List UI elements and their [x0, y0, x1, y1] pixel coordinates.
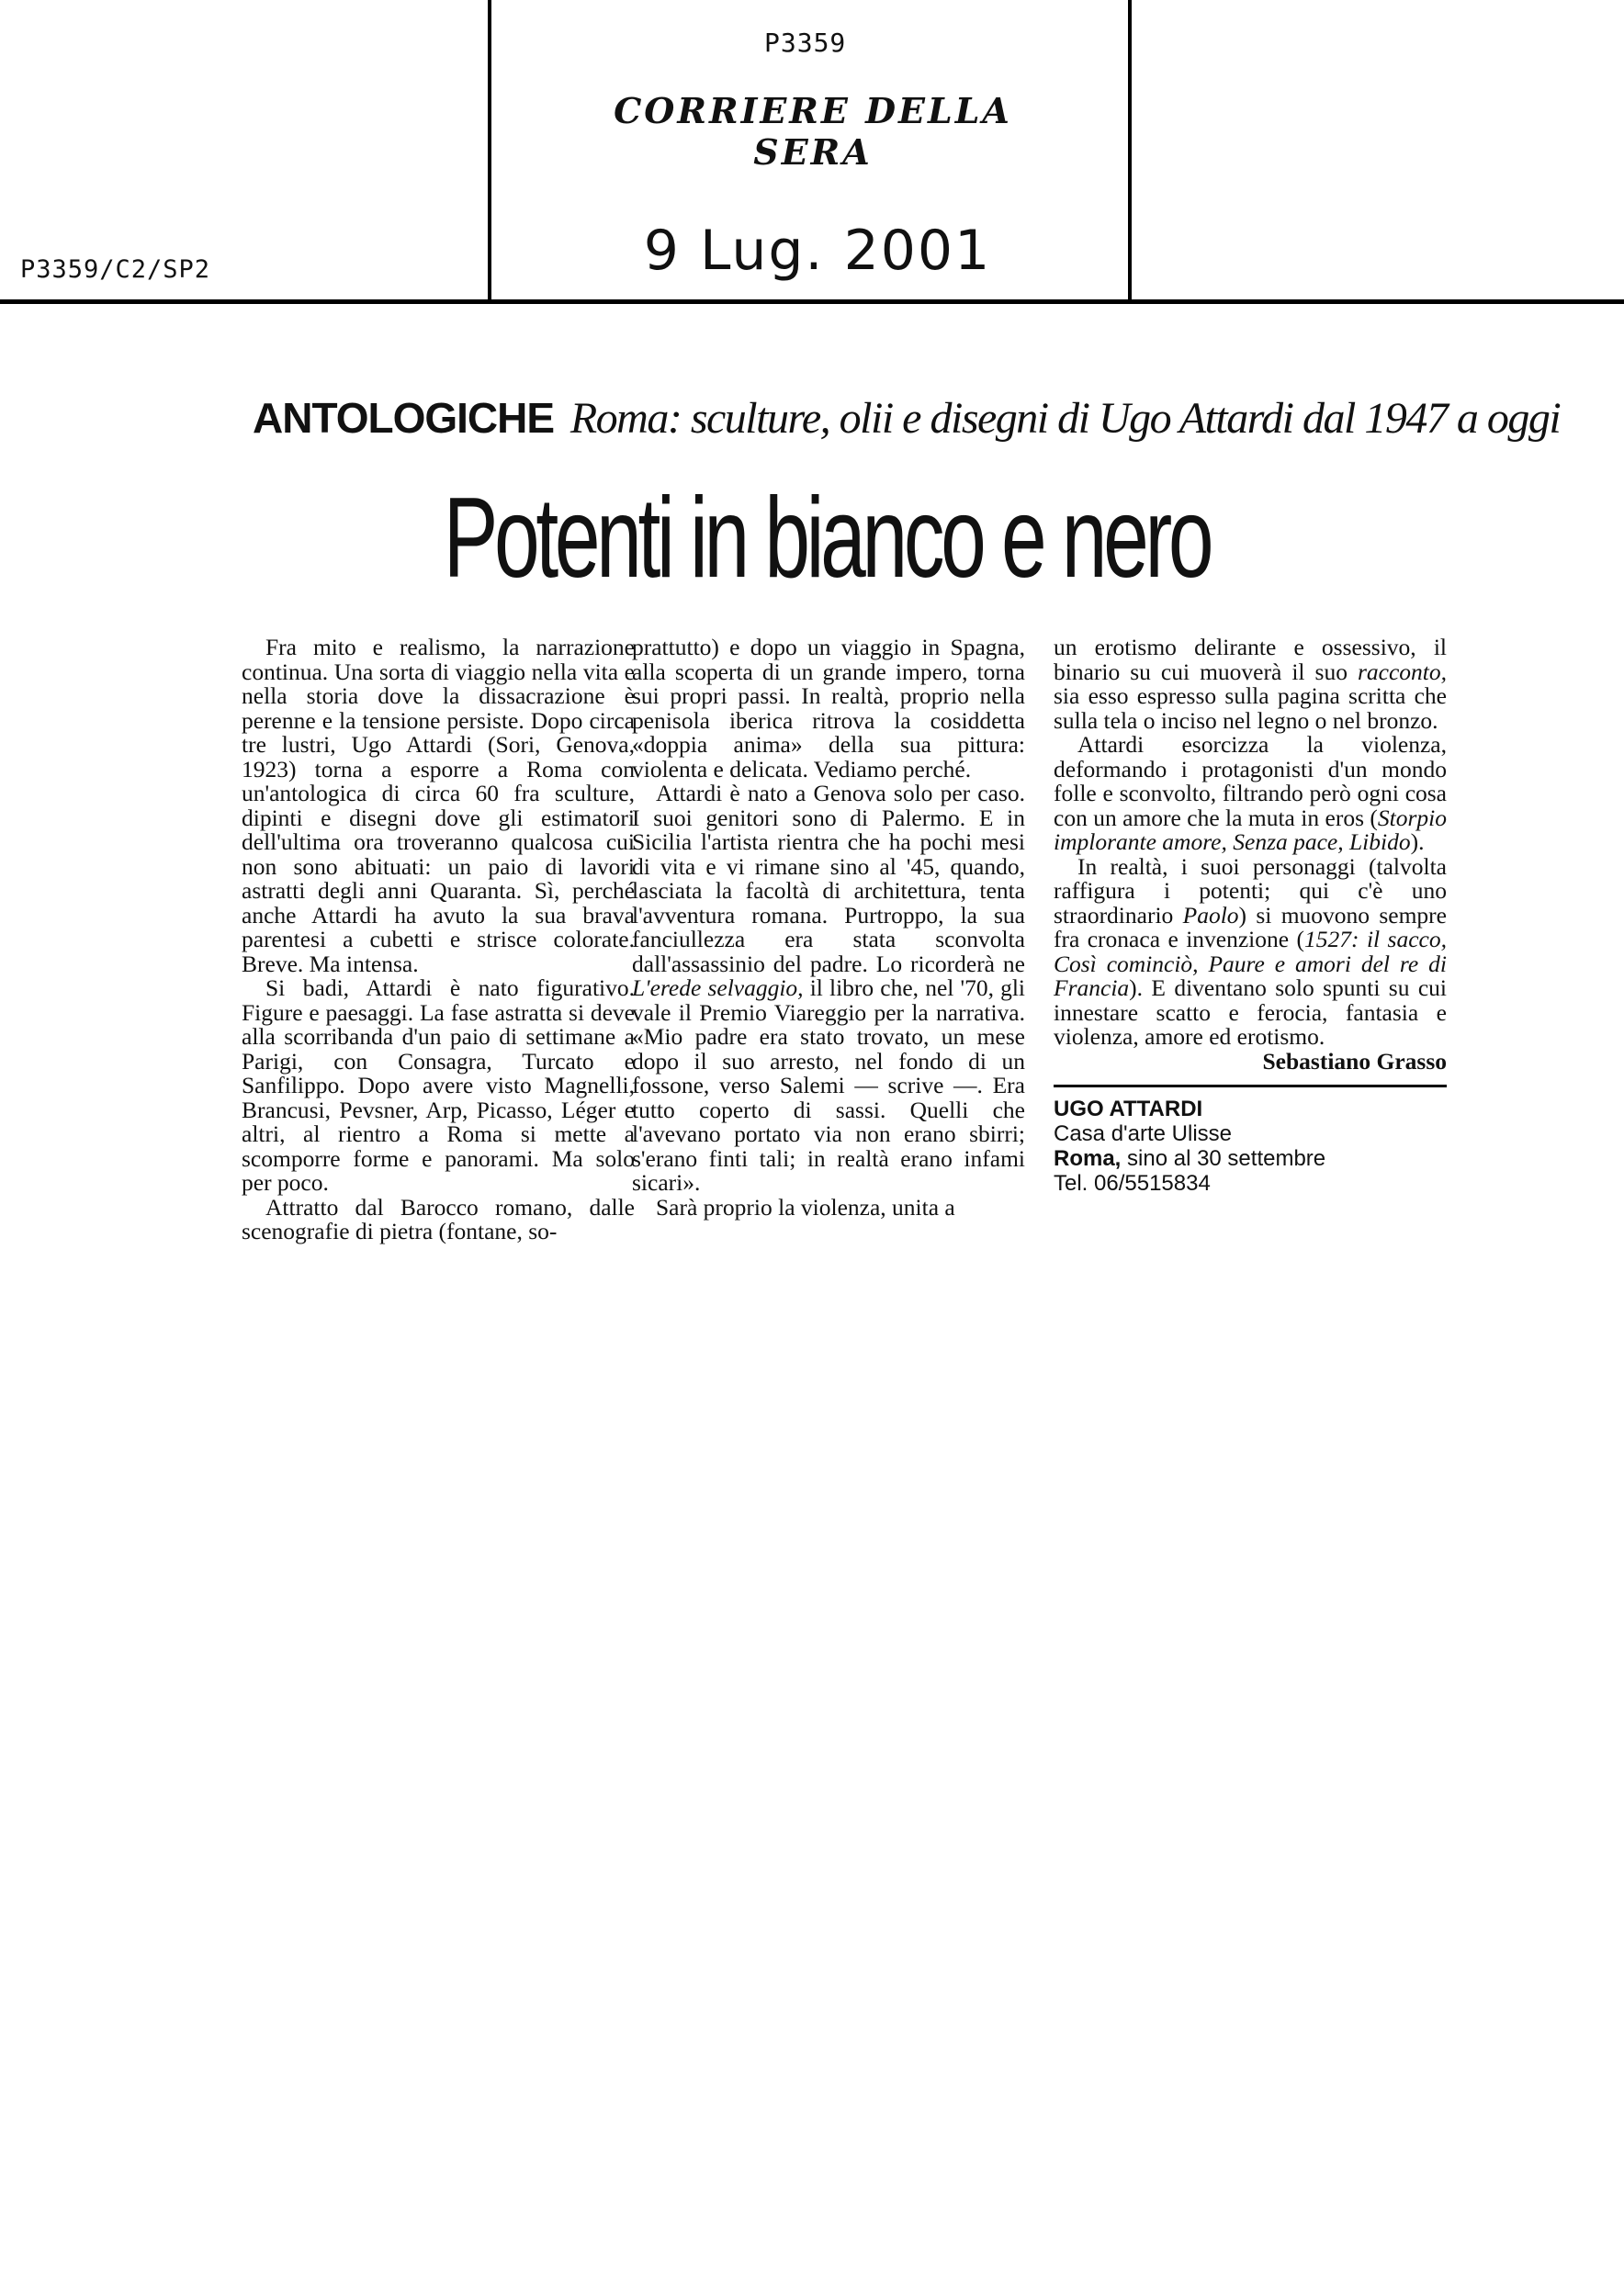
text-run: il libro che, nel '70, gli vale il Premio Viareggio per la narrativa. «Mio padre era stato trovato, un mese dopo il suo arresto, nel fondo di un fossone, verso Salemi — scrive —. Era tutto coperto di sassi. Quelli che l'avevano portato via non erano sbirri; s'erano finti tali; in realtà erano infami sicari».: [632, 974, 1025, 1196]
article-headline: Potenti in bianco e nero: [443, 475, 1211, 602]
newspaper-name: CORRIERE DELLA SERA: [614, 90, 1012, 173]
article-kicker: [253, 393, 1560, 444]
info-city: Roma,: [1054, 1146, 1122, 1171]
text-run: ) si muovono sempre fra cronaca e invenzione (: [1054, 901, 1447, 952]
archive-reference: P3359/C2/SP2: [20, 255, 211, 284]
paragraph: Sarà proprio la violenza, unita a: [656, 1193, 955, 1221]
artwork-titles: 1527: il sacco, Così cominciò, Paure e amori del re di Francia: [1054, 926, 1447, 1001]
info-period: sino al 30 settembre: [1121, 1146, 1326, 1171]
header-left-divider: [488, 0, 491, 303]
header-right-divider: [1128, 0, 1132, 303]
article-column-3: [1054, 636, 1447, 1196]
text-run: sia esso espresso sulla pagina scritta che sulla tela o inciso nel legno o nel bronzo.: [1054, 682, 1447, 734]
article-column-1: [242, 636, 635, 1244]
paragraph: [1054, 733, 1447, 855]
paragraph: [1054, 852, 1447, 1050]
archive-code: P3359: [764, 28, 847, 58]
text-run: In realtà, i suoi personaggi (talvolta raffigura i potenti; qui c'è uno straordinario: [1054, 852, 1447, 929]
kicker-text: Roma: sculture, olii e disegni di Ugo Attardi dal 1947 a oggi: [570, 394, 1561, 443]
text-run: Attardi è nato a Genova solo per caso. I suoi genitori sono di Palermo. E in Sicilia l'artista rientra che ha pochi mesi di vita e vi rimane sino al '45, quando, lasciata la facoltà di architettura, tenta l'avventura romana. Purtroppo, la sua fanciullezza era stata sconvolta dall'assassinio del padre. Lo ricorderà ne: [632, 780, 1025, 977]
text-run: Attardi esorcizza la violenza, deformando i protagonisti d'un mondo folle e sconvolto, filtrando però ogni cosa con un amore che la muta in eros (: [1054, 731, 1447, 831]
kicker-label: ANTOLOGICHE: [253, 394, 555, 442]
info-title: UGO ATTARDI: [1054, 1097, 1203, 1121]
artwork-titles: Storpio implorante amore, Senza pace, Libido: [1054, 804, 1447, 855]
paragraph: [1054, 636, 1447, 733]
article-column-2: [632, 636, 1025, 1220]
paragraph: Fra mito e realismo, la narrazione continua. Una sorta di viaggio nella vita e nella storia dove la dissacrazione è perenne e la tensione persiste. Dopo circa tre lustri, Ugo Attardi (Sori, Genova, 1923) torna a esporre a Roma con un'antologica di circa 60 fra sculture, dipinti e disegni dove gli estimatori dell'ultima ora troveranno qualcosa cui non sono abituati: un paio di lavori astratti degli anni Quaranta. Sì, perché anche Attardi ha avuto la sua brava parentesi a cubetti e strisce colorate. Breve. Ma intensa.: [242, 634, 635, 977]
paragraph: [632, 782, 1025, 1196]
info-box-rule: [1054, 1085, 1447, 1087]
paragraph: Si badi, Attardi è nato figurativo. Figure e paesaggi. La fase astratta si deve alla scorribanda d'un paio di settimane a Parigi, con Consagra, Turcato e Sanfilippo. Dopo avere visto Magnelli, Brancusi, Pevsner, Arp, Picasso, Léger e altri, al rientro a Roma si mette a scomporre forme e panorami. Ma solo per poco.: [242, 974, 635, 1196]
info-phone: Tel. 06/5515834: [1054, 1171, 1211, 1196]
italic-run: racconto,: [1357, 658, 1447, 685]
info-dates: [1054, 1146, 1447, 1171]
info-venue: Casa d'arte Ulisse: [1054, 1121, 1232, 1146]
publication-date: 9 Lug. 2001: [643, 219, 992, 283]
text-run: ). E diventano solo spunti su cui innestare scatto e ferocia, fantasia e violenza, amore ed erotismo.: [1054, 974, 1447, 1050]
artwork-title: Paolo: [1182, 901, 1239, 929]
article-author: Sebastiano Grasso: [1262, 1047, 1447, 1075]
text-run: ).: [1410, 828, 1425, 855]
text-run: un erotismo delirante e ossessivo, il binario su cui muoverà il suo: [1054, 634, 1447, 685]
book-title: L'erede selvaggio,: [632, 974, 804, 1001]
paragraph: prattutto) e dopo un viaggio in Spagna, alla scoperta di un grande impero, torna sui propri passi. In realtà, proprio nella penisola iberica ritrova la cosiddetta «doppia anima» della sua pittura: violenta e delicata. Vediamo perché.: [632, 634, 1025, 782]
header-bottom-rule: [0, 299, 1624, 304]
paragraph: Attratto dal Barocco romano, dalle scenografie di pietra (fontane, so-: [242, 1193, 635, 1244]
info-box: [1054, 1097, 1447, 1196]
